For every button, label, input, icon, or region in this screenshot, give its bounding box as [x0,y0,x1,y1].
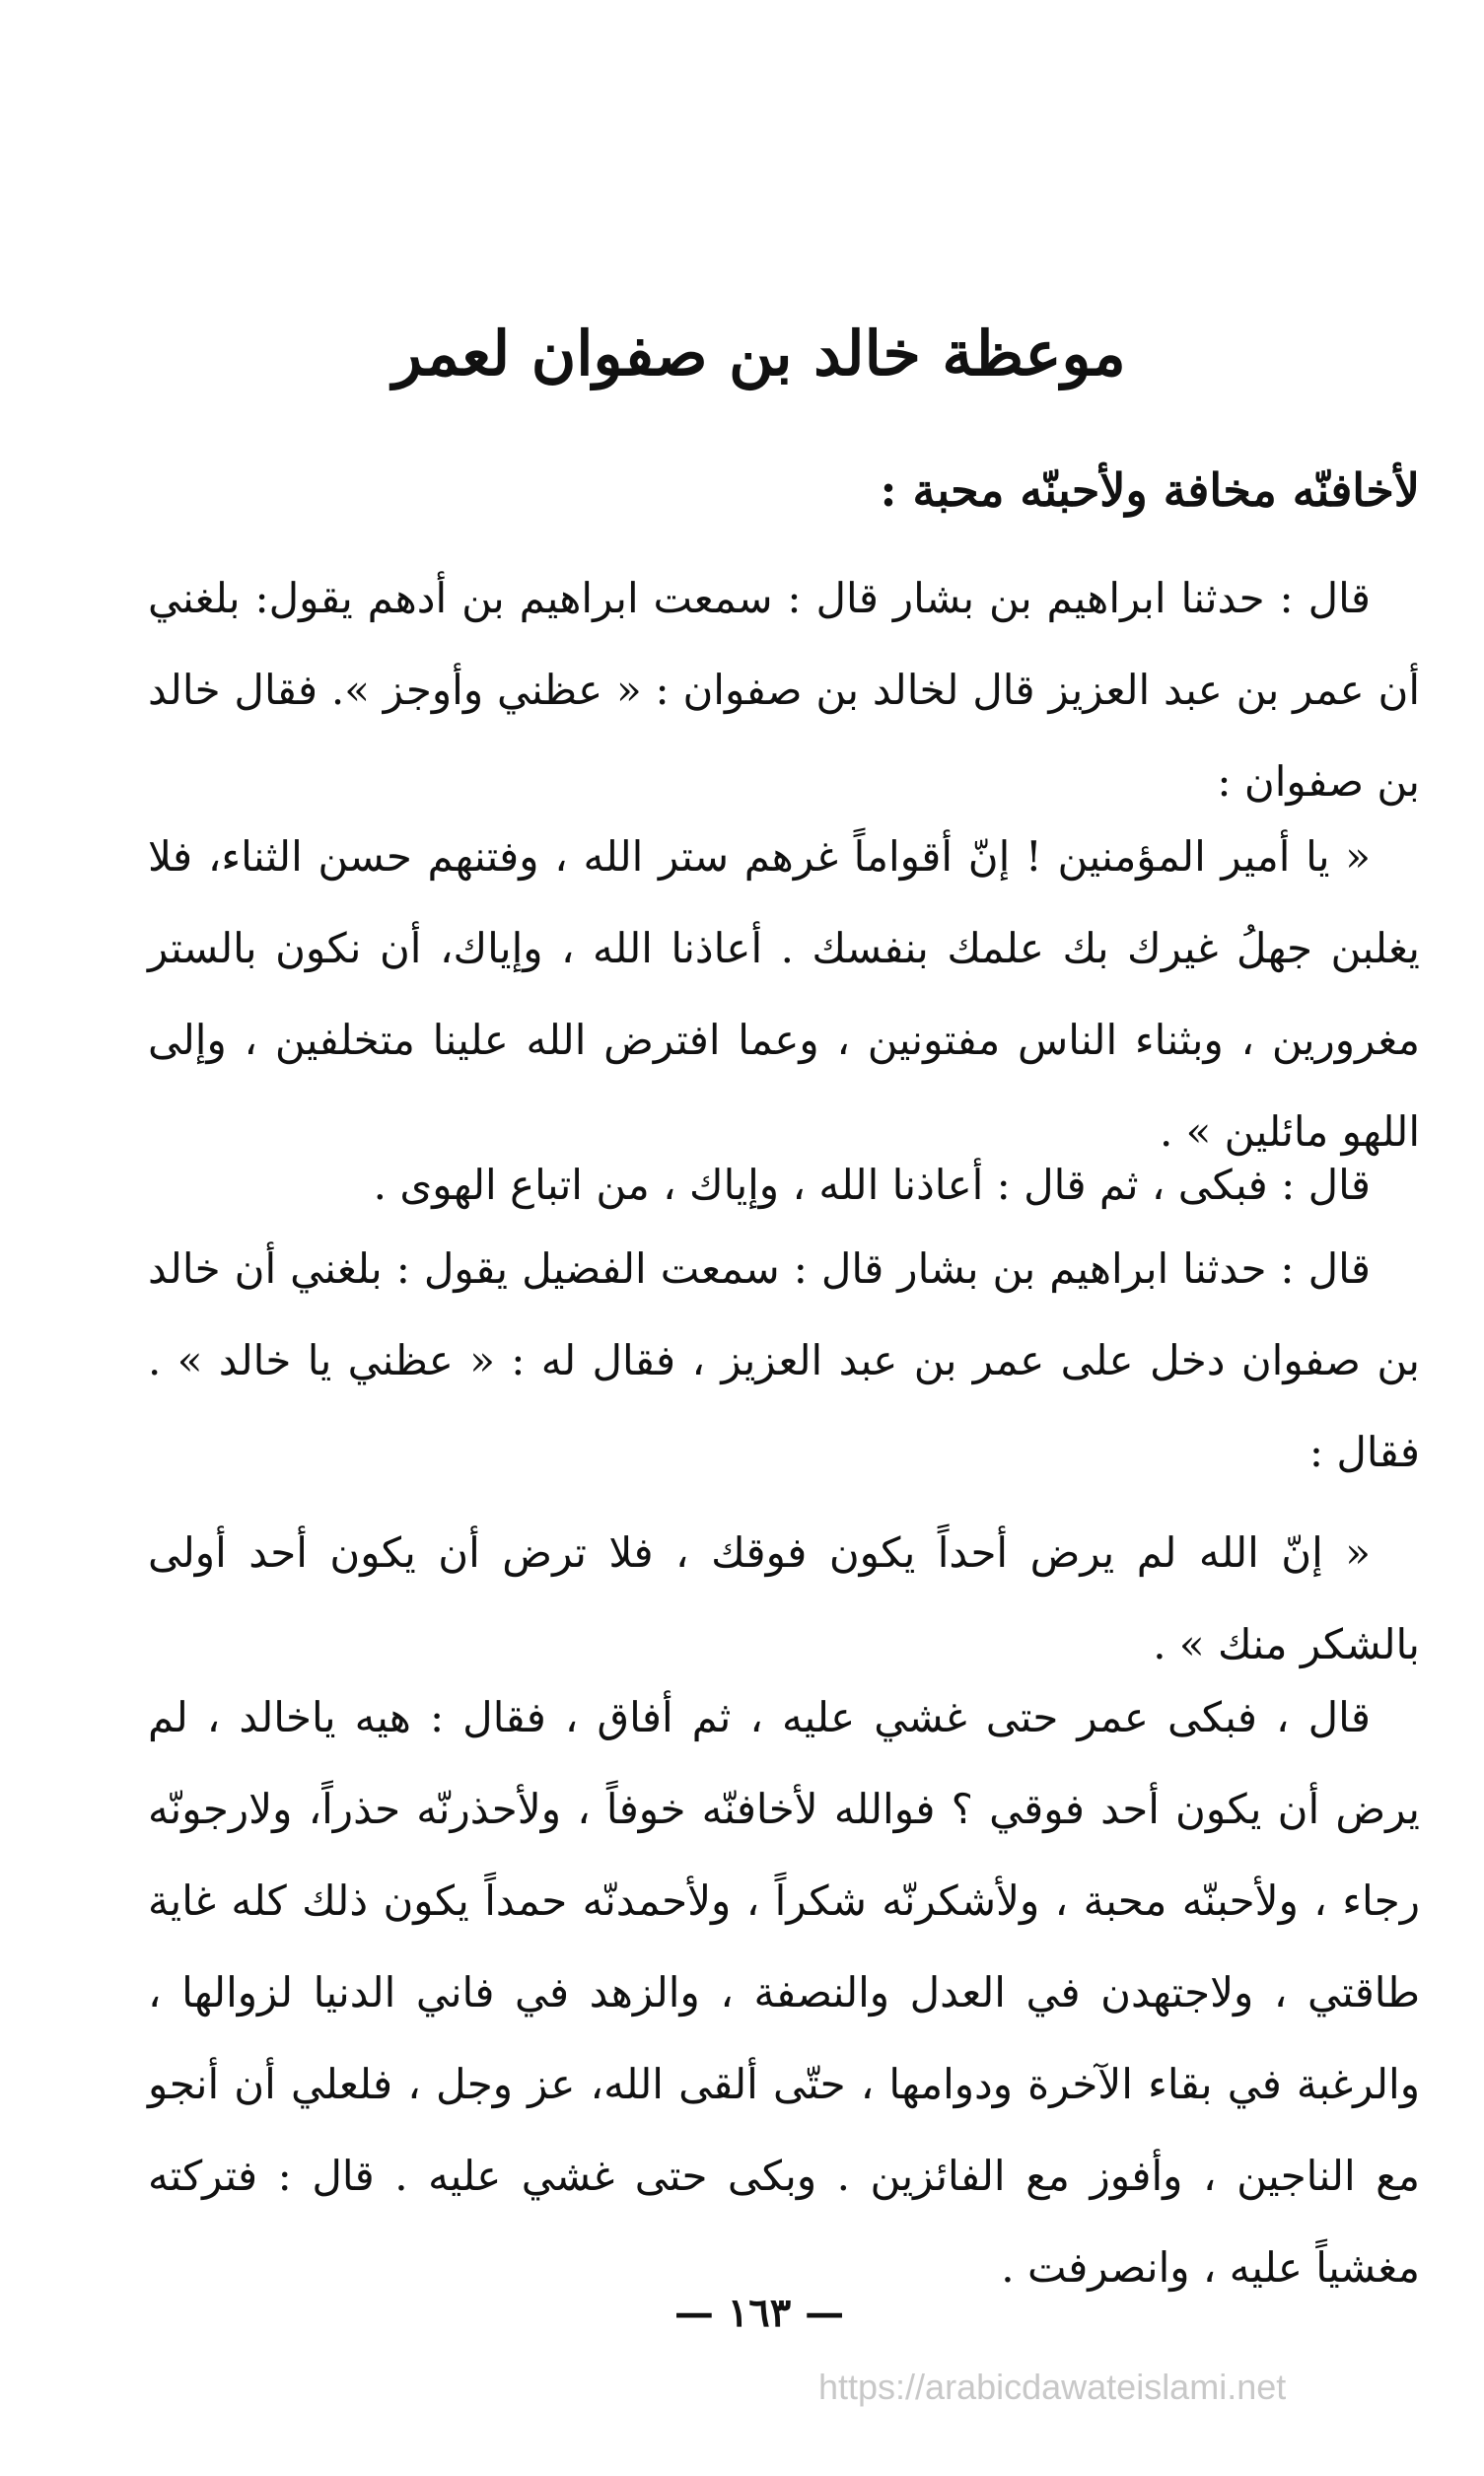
page-title: موعظة خالد بن صفوان لعمر [392,318,1126,389]
book-page [148,0,1420,2476]
paragraph-quote-2: « إنّ الله لم يرض أحداً يكون فوقك ، فلا ترض أن يكون أحد أولى بالشكر منك » . [148,1528,1420,1668]
section-heading: لأخافنّه مخافة ولأحبنّه محبة : [880,463,1420,517]
paragraph-response-2: قال ، فبكى عمر حتى غشي عليه ، ثم أفاق ، فقال : هيه ياخالد ، لم يرض أن يكون أحد فوقي ؟ فوالله لأخافنّه خوفاً ، ولأحذرنّه حذراً، ولارجونّه رجاء ، ولأحبنّه محبة ، ولأشكرنّه شكراً ، ولأحمدنّه حمداً يكون ذلك كله غاية طاقتي ، ولاجتهدن في العدل والنصفة ، والزهد في فاني الدنيا لزوالها ، والرغبة في بقاء الآخرة ودوامها ، حتّى ألقى الله، عز وجل ، فلعلي أن أنجو مع الناجين ، وأفوز مع الفائزين . وبكى حتى غشي عليه . قال : فتركته مغشياً عليه ، وانصرفت . [148,1693,1420,2292]
paragraph-narration-2: قال : حدثنا ابراهيم بن بشار قال : سمعت الفضيل يقول : بلغني أن خالد بن صفوان دخل على عمر بن عبد العزيز ، فقال له : « عظني يا خالد » . فقال : [148,1244,1420,1476]
watermark-url: https://arabicdawateislami.net [818,2367,1287,2407]
paragraph-response-1: قال : فبكى ، ثم قال : أعاذنا الله ، وإياك ، من اتباع الهوى . [373,1161,1371,1209]
page-number: — ١٦٣ — [673,2290,845,2336]
paragraph-narration-1: قال : حدثنا ابراهيم بن بشار قال : سمعت ابراهيم بن أدهم يقول: بلغني أن عمر بن عبد العزيز قال لخالد بن صفوان : « عظني وأوجز ». فقال خالد بن صفوان : [148,574,1420,806]
paragraph-quote-1: « يا أمير المؤمنين ! إنّ أقواماً غرهم ستر الله ، وفتنهم حسن الثناء، فلا يغلبن جهلُ غيرك بك علمك بنفسك . أعاذنا الله ، وإياك، أن نكون بالستر مغرورين ، وبثناء الناس مفتونين ، وعما افترض الله علينا متخلفين ، وإلى اللهو مائلين » . [148,832,1420,1156]
